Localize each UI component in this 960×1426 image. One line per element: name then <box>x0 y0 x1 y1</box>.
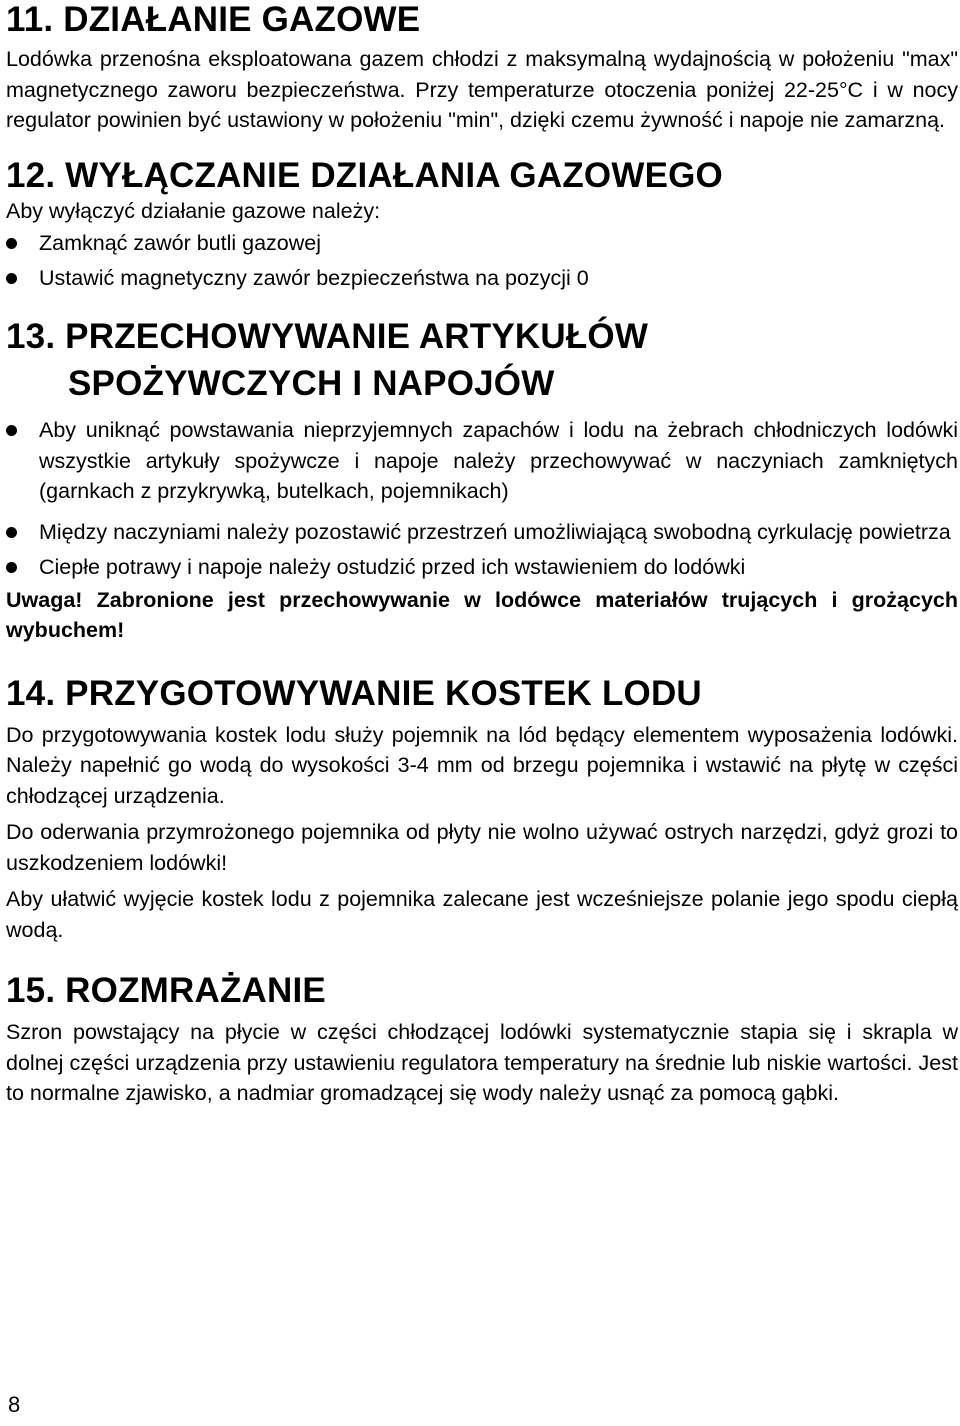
list-item <box>6 552 958 583</box>
list-item-text: Ciepłe potrawy i napoje należy ostudzić przed ich wstawieniem do lodówki <box>39 555 746 579</box>
list-item-text: Ustawić magnetyczny zawór bezpieczeństwa na pozycji 0 <box>39 265 589 290</box>
section-15-heading: 15. ROZMRAŻANIE <box>6 971 326 1010</box>
bullet-icon <box>6 527 17 538</box>
section-13-heading-line-1: 13. PRZECHOWYWANIE ARTYKUŁÓW <box>6 317 649 356</box>
list-item-text: Między naczyniami należy pozostawić przestrzeń umożliwiającą swobodną cyrkulację powietrza <box>39 519 951 544</box>
section-14-paragraph-3: Aby ułatwić wyjęcie kostek lodu z pojemnika zalecane jest wcześniejsze polanie jego spodu ciepłą wodą. <box>6 887 958 942</box>
section-14-paragraph-1: Do przygotowywania kostek lodu służy pojemnik na lód będący elementem wyposażenia lodówki. Należy napełnić go wodą do wysokości 3-4 mm od brzegu pojemnika i wstawić na płytę w części chłodzącej urządzenia. <box>6 722 958 808</box>
section-11-paragraph: Lodówka przenośna eksploatowana gazem chłodzi z maksymalną wydajnością w położeniu "max" magnetycznego zaworu bezpieczeństwa. Przy temperaturze otoczenia poniżej 22-25°C i w nocy regulator powinien być ustawiony w położeniu "min", dzięki czemu żywność i napoje nie zamarzną. <box>6 47 958 132</box>
section-gas-operation <box>6 0 958 136</box>
manual-page <box>6 0 958 1109</box>
list-item <box>6 263 958 294</box>
section-defrosting <box>6 971 958 1109</box>
section-15-paragraph: Szron powstający na płycie w części chłodzącej lodówki systematycznie stapia się i skrapla w dolnej części urządzenia przy ustawieniu regulatora temperatury na średnie lub niskie wartości. Jest to normalne zjawisko, a nadmiar gromadzącej się wody należy usnąć za pomocą gąbki. <box>6 1020 958 1105</box>
list-item-text: Zamknąć zawór butli gazowej <box>39 231 322 255</box>
section-12-intro: Aby wyłączyć działanie gazowe należy: <box>6 198 381 223</box>
section-14-heading: 14. PRZYGOTOWYWANIE KOSTEK LODU <box>6 673 702 713</box>
section-14-paragraph-2: Do oderwania przymrożonego pojemnika od płyty nie wolno używać ostrych narzędzi, gdyż grozi to uszkodzeniem lodówki! <box>6 820 958 875</box>
list-item <box>6 415 958 507</box>
section-11-heading: 11. DZIAŁANIE GAZOWE <box>6 0 421 39</box>
section-ice-cubes <box>6 674 958 946</box>
list-item-text: Aby uniknąć powstawania nieprzyjemnych zapachów i lodu na żebrach chłodniczych lodówki wszystkie artykuły spożywcze i napoje należy przechowywać w naczyniach zamkniętych (garnkach z przykrywką, butelkach, pojemnikach) <box>39 418 958 503</box>
section-gas-shutdown <box>6 156 958 294</box>
section-12-heading: 12. WYŁĄCZANIE DZIAŁANIA GAZOWEGO <box>6 155 723 195</box>
section-13-list <box>6 415 958 583</box>
bullet-icon <box>6 273 17 284</box>
bullet-icon <box>6 238 17 249</box>
storage-warning: Uwaga! Zabronione jest przechowywanie w lodówce materiałów trujących i grożących wybuchem! <box>6 587 958 642</box>
page-number: 8 <box>8 1392 21 1417</box>
section-12-list <box>6 228 958 293</box>
section-food-storage <box>6 313 958 646</box>
list-item <box>6 228 958 259</box>
section-13-heading-line-2: SPOŻYWCZYCH I NAPOJÓW <box>68 364 555 403</box>
bullet-icon <box>6 562 17 573</box>
list-item <box>6 517 958 548</box>
bullet-icon <box>6 425 17 436</box>
